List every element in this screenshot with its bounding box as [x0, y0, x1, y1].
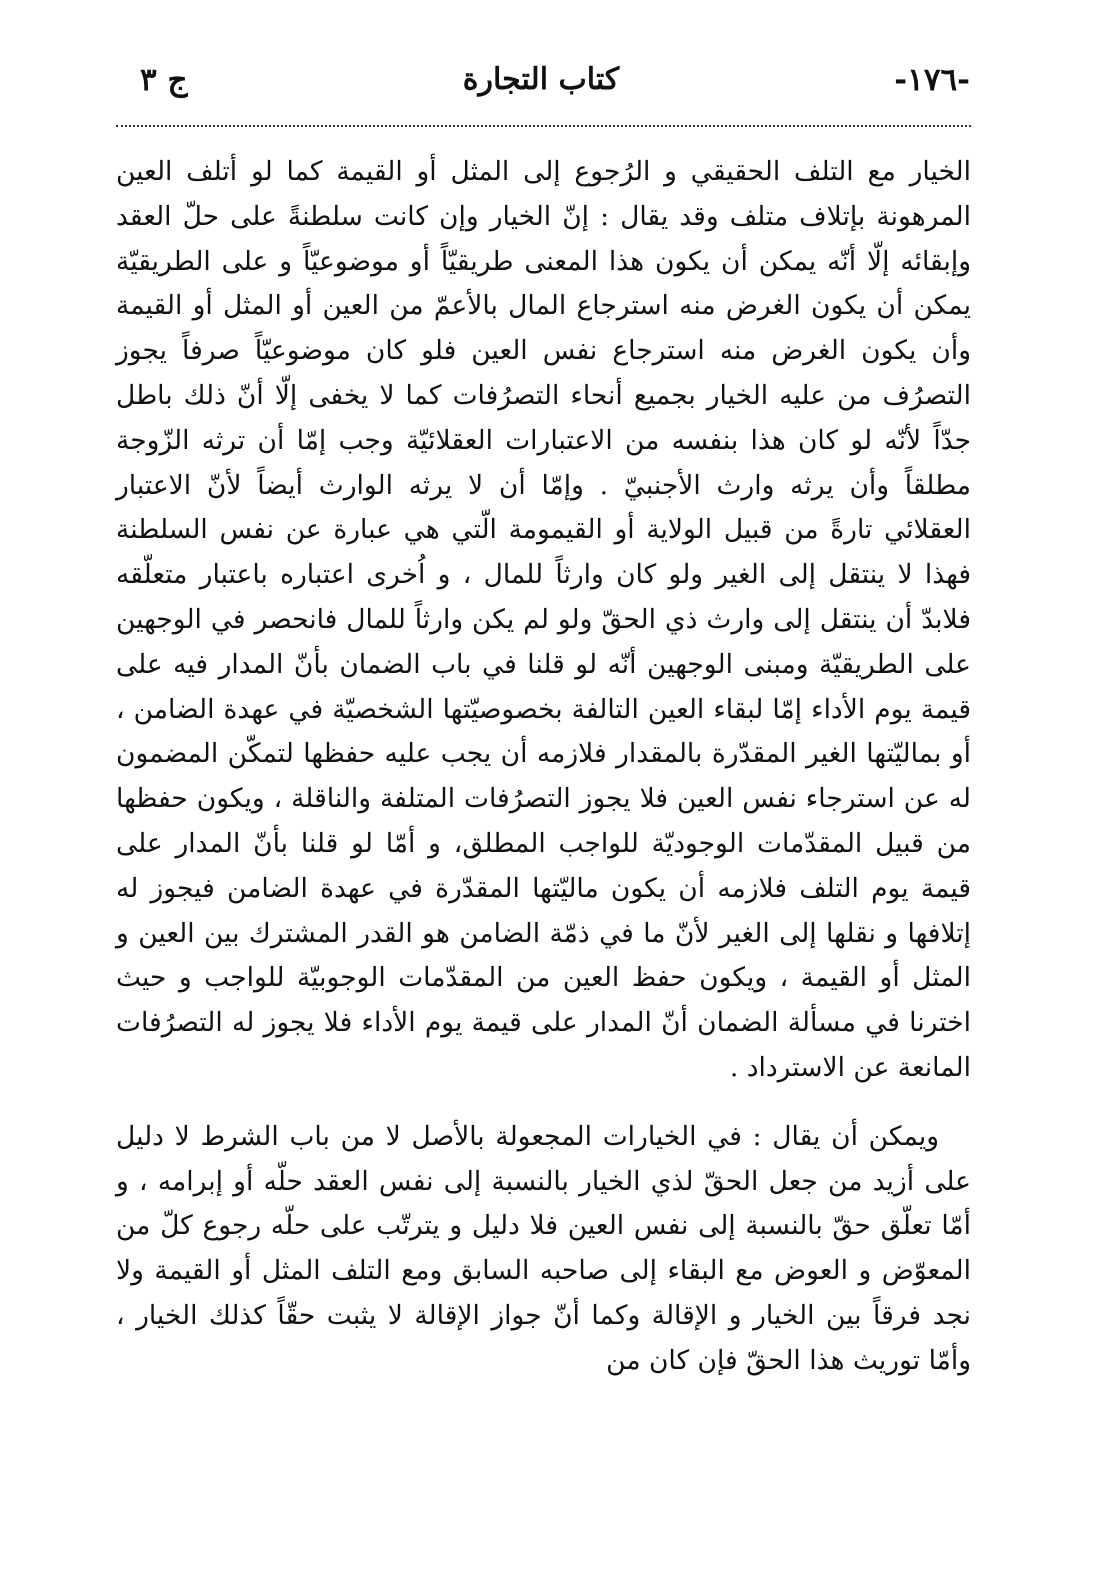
book-title: كتاب التجارة: [462, 62, 620, 97]
paragraph-2: ويمكن أن يقال : في الخيارات المجعولة بالأصل لا من باب الشرط لا دليل على أزيد من جعل الحقّ لذي الخيار بالنسبة إلى نفس العقد حلّه أو إبرامه ، و أمّا تعلّق حقّ بالنسبة إلى نفس العين فلا دليل و يترتّب على حلّه رجوع كلّ من المعوّض و العوض مع البقاء إلى صاحبه السابق ومع التلف المثل أو القيمة ولا نجد فرقاً بين الخيار و الإقالة وكما أنّ جواز الإقالة لا يثبت حقّاً كذلك الخيار ، وأمّا توريث هذا الحقّ فإن كان من: [116, 1120, 971, 1376]
page-number: -١٧٦-: [894, 62, 970, 98]
volume-label: ج ٣: [140, 62, 188, 98]
header-separator: [116, 125, 971, 127]
paragraph-1: الخيار مع التلف الحقيقي و الرُجوع إلى المثل أو القيمة كما لو أتلف العين المرهونة بإتلاف متلف وقد يقال : إنّ الخيار وإن كانت سلطنةً على حلّ العقد وإبقائه إلّا أنّه يمكن أن يكون هذا المعنى طريقيّاً أو موضوعيّاً و على الطريقيّة يمكن أن يكون الغرض منه استرجاع المال بالأعمّ من العين أو المثل أو القيمة وأن يكون الغرض منه استرجاع نفس العين فلو كان موضوعيّاً صرفاً يجوز التصرُف من عليه الخيار بجميع أنحاء التصرُفات كما لا يخفى إلّا أنّ ذلك باطل جدّاً لأنّه لو كان هذا بنفسه من الاعتبارات العقلائيّة وجب إمّا أن ترثه الزّوجة مطلقاً وأن يرثه وارث الأجنبيّ . وإمّا أن لا يرثه الوارث أيضاً لأنّ الاعتبار العقلائي تارةً من قبيل الولاية أو القيمومة الّتي هي عبارة عن نفس السلطنة فهذا لا ينتقل إلى الغير ولو كان وارثاً للمال ، و اُخرى اعتباره باعتبار متعلّقه فلابدّ أن ينتقل إلى وارث ذي الحقّ ولو لم يكن وارثاً للمال فانحصر في الوجهين على الطريقيّة ومبنى الوجهين أنّه لو قلنا في باب الضمان بأنّ المدار فيه على قيمة يوم الأداء إمّا لبقاء العين التالفة بخصوصيّتها الشخصيّة في عهدة الضامن ، أو بماليّتها الغير المقدّرة بالمقدار فلازمه أن يجب عليه حفظها لتمكّن المضمون له عن استرجاء نفس العين فلا يجوز التصرُفات المتلفة والناقلة ، ويكون حفظها من قبيل المقدّمات الوجوديّة للواجب المطلق، و أمّا لو قلنا بأنّ المدار على قيمة يوم التلف فلازمه أن يكون ماليّتها المقدّرة في عهدة الضامن فيجوز له إتلافها و نقلها إلى الغير لأنّ ما في ذمّة الضامن هو القدر المشترك بين العين و المثل أو القيمة ، ويكون حفظ العين من المقدّمات الوجوبيّة للواجب و حيث اخترنا في مسألة الضمان أنّ المدار على قيمة يوم الأداء فلا يجوز له التصرُفات المانعة عن الاسترداد .: [116, 156, 971, 1083]
page-header: [112, 62, 970, 106]
body-text: [116, 150, 971, 1384]
